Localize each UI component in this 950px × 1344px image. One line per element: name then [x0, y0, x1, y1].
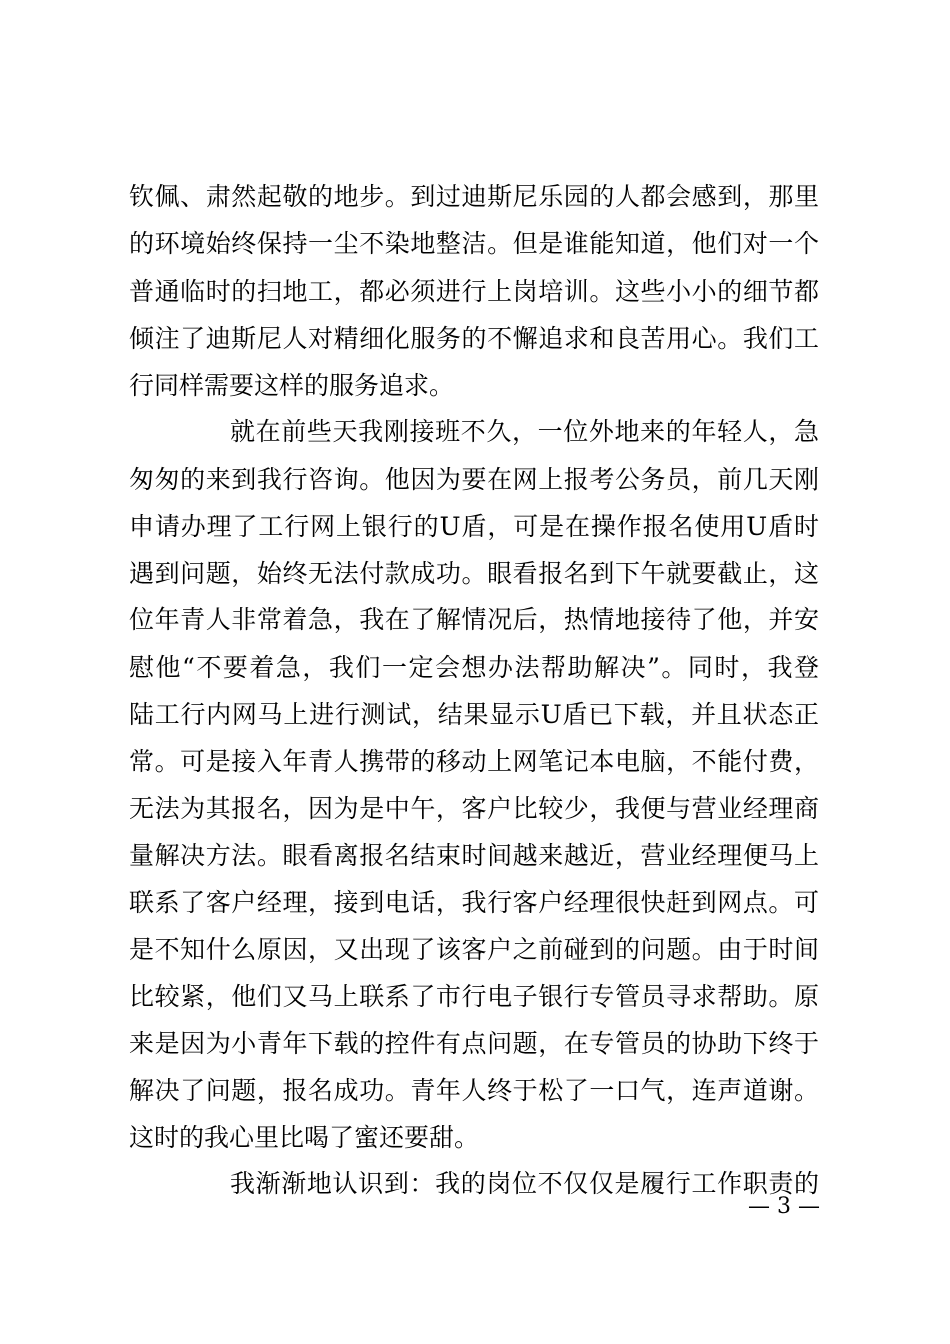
body-text-line: 倾注了迪斯尼人对精细化服务的不懈追求和良苦用心。我们工: [129, 324, 819, 353]
body-text-line: 比较紧，他们又马上联系了市行电子银行专管员寻求帮助。原: [129, 982, 819, 1011]
body-text-line: 钦佩、肃然起敬的地步。到过迪斯尼乐园的人都会感到，那里: [129, 182, 819, 211]
body-text-line: 陆工行内网马上进行测试，结果显示U盾已下载，并且状态正: [129, 700, 819, 729]
body-text-line: 普通临时的扫地工，都必须进行上岗培训。这些小小的细节都: [129, 277, 819, 306]
body-text-line: 是不知什么原因，又出现了该客户之前碰到的问题。由于时间: [129, 935, 819, 964]
page-number: — 3 —: [748, 1194, 820, 1219]
body-text-line: 联系了客户经理，接到电话，我行客户经理很快赶到网点。可: [129, 888, 819, 917]
body-text-line: 这时的我心里比喝了蜜还要甜。: [129, 1123, 480, 1152]
body-text-line: 来是因为小青年下载的控件有点问题，在专管员的协助下终于: [129, 1029, 819, 1058]
body-text-line: 申请办理了工行网上银行的U盾，可是在操作报名使用U盾时: [129, 512, 819, 541]
body-text-line: 位年青人非常着急，我在了解情况后，热情地接待了他，并安: [129, 605, 819, 634]
paragraph-start-line: 我渐渐地认识到：我的岗位不仅仅是履行工作职责的: [230, 1169, 819, 1198]
body-text-line: 的环境始终保持一尘不染地整洁。但是谁能知道，他们对一个: [129, 229, 819, 258]
body-text-line: 匆匆的来到我行咨询。他因为要在网上报考公务员，前几天刚: [129, 465, 819, 494]
body-text-line: 解决了问题，报名成功。青年人终于松了一口气，连声道谢。: [129, 1076, 819, 1105]
body-text-line: 慰他“不要着急，我们一定会想办法帮助解决”。同时，我登: [129, 653, 819, 682]
body-text-line: 常。可是接入年青人携带的移动上网笔记本电脑，不能付费，: [129, 747, 819, 776]
body-text-line: 遇到问题，始终无法付款成功。眼看报名到下午就要截止，这: [129, 559, 819, 588]
paragraph-start-line: 就在前些天我刚接班不久，一位外地来的年轻人，急: [230, 417, 819, 446]
body-text-line: 行同样需要这样的服务追求。: [129, 371, 455, 400]
body-text-line: 量解决方法。眼看离报名结束时间越来越近，营业经理便马上: [129, 841, 819, 870]
body-text-line: 无法为其报名，因为是中午，客户比较少，我便与营业经理商: [129, 794, 819, 823]
